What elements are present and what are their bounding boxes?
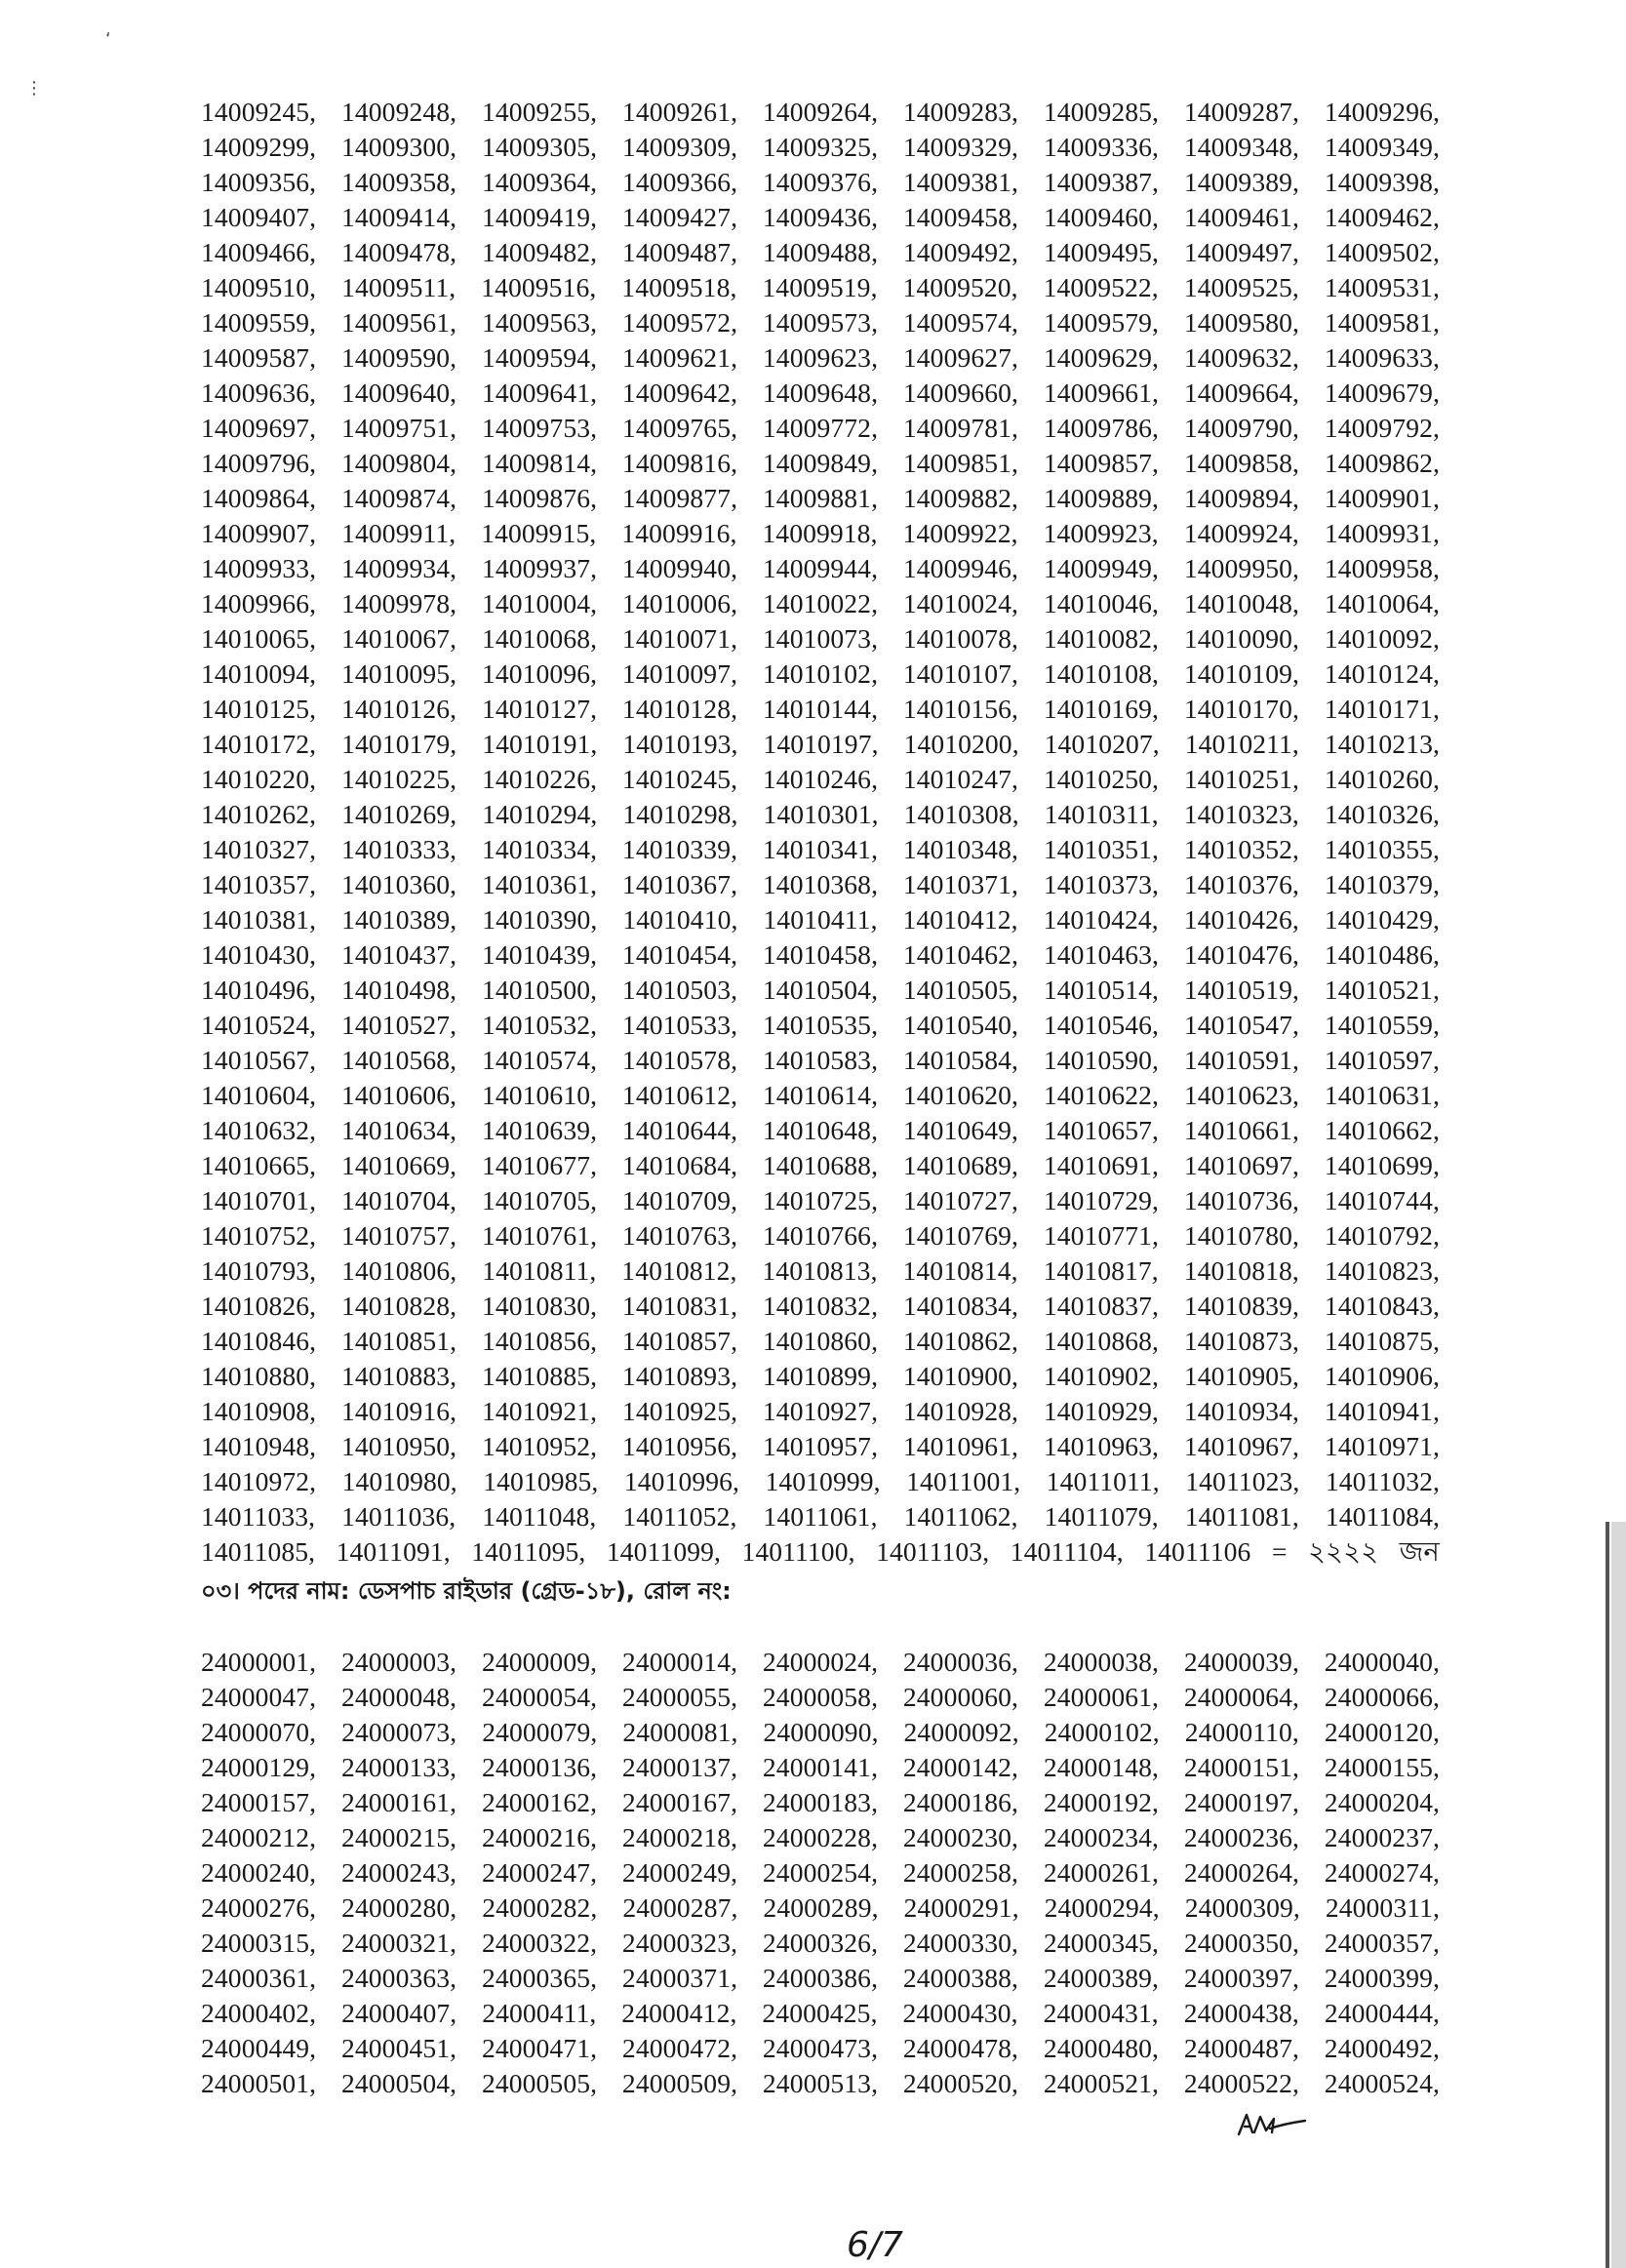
roll-number-row: 14010604, 14010606, 14010610, 14010612, 14010614, 14010620, 14010622, 14010623, 14010631, (201, 1080, 1440, 1110)
roll-number-list-1 (201, 95, 1440, 1570)
roll-number-row: 14009466, 14009478, 14009482, 14009487, 14009488, 14009492, 14009495, 14009497, 14009502, (201, 237, 1440, 267)
roll-number-row: 14009559, 14009561, 14009563, 14009572, 14009573, 14009574, 14009579, 14009580, 14009581, (201, 307, 1440, 338)
scan-speck: ‘ (105, 29, 111, 50)
roll-number-row: 14009407, 14009414, 14009419, 14009427, 14009436, 14009458, 14009460, 14009461, 14009462, (201, 202, 1440, 232)
roll-number-row: 14009510, 14009511, 14009516, 14009518, 14009519, 14009520, 14009522, 14009525, 14009531, (201, 272, 1440, 302)
roll-number-row: 24000402, 24000407, 24000411, 24000412, 24000425, 24000430, 24000431, 24000438, 24000444, (201, 1998, 1440, 2028)
roll-number-row: 14009933, 14009934, 14009937, 14009940, 14009944, 14009946, 14009949, 14009950, 14009958, (201, 553, 1440, 583)
roll-number-row: 14010701, 14010704, 14010705, 14010709, 14010725, 14010727, 14010729, 14010736, 14010744, (201, 1185, 1440, 1215)
roll-number-row: 14009966, 14009978, 14010004, 14010006, 14010022, 14010024, 14010046, 14010048, 14010064, (201, 588, 1440, 618)
roll-number-row: 14009356, 14009358, 14009364, 14009366, 14009376, 14009381, 14009387, 14009389, 14009398, (201, 167, 1440, 197)
roll-number-row: 14010632, 14010634, 14010639, 14010644, 14010648, 14010649, 14010657, 14010661, 14010662, (201, 1115, 1440, 1145)
roll-number-row: 14009796, 14009804, 14009814, 14009816, 14009849, 14009851, 14009857, 14009858, 14009862, (201, 448, 1440, 478)
roll-number-row: 14009907, 14009911, 14009915, 14009916, 14009918, 14009922, 14009923, 14009924, 14009931, (201, 518, 1440, 548)
roll-number-row: 14010752, 14010757, 14010761, 14010763, 14010766, 14010769, 14010771, 14010780, 14010792, (201, 1220, 1440, 1251)
roll-number-row: 14010496, 14010498, 14010500, 14010503, 14010504, 14010505, 14010514, 14010519, 14010521, (201, 975, 1440, 1005)
roll-number-row: 14011033, 14011036, 14011048, 14011052, 14011061, 14011062, 14011079, 14011081, 14011084, (201, 1501, 1440, 1532)
roll-number-row: 14009636, 14009640, 14009641, 14009642, 14009648, 14009660, 14009661, 14009664, 14009679, (201, 378, 1440, 408)
section-heading: ০৩। পদের নাম: ডেসপাচ রাইডার (গ্রেড-১৮), রোল নং: (201, 1577, 732, 1605)
roll-number-row: 14010262, 14010269, 14010294, 14010298, 14010301, 14010308, 14010311, 14010323, 14010326, (201, 799, 1440, 829)
roll-number-row: 14010948, 14010950, 14010952, 14010956, 14010957, 14010961, 14010963, 14010967, 14010971, (201, 1431, 1440, 1461)
page-number: 6/7 (847, 2225, 903, 2265)
roll-number-row: 14010524, 14010527, 14010532, 14010533, 14010535, 14010540, 14010546, 14010547, 14010559, (201, 1010, 1440, 1040)
roll-number-row: 14010327, 14010333, 14010334, 14010339, 14010341, 14010348, 14010351, 14010352, 14010355, (201, 834, 1440, 864)
roll-number-row: 24000047, 24000048, 24000054, 24000055, 24000058, 24000060, 24000061, 24000064, 24000066, (201, 1682, 1440, 1712)
roll-number-row: 14010793, 14010806, 14010811, 14010812, 14010813, 14010814, 14010817, 14010818, 14010823, (201, 1255, 1440, 1286)
roll-number-row: 24000001, 24000003, 24000009, 24000014, 24000024, 24000036, 24000038, 24000039, 24000040, (201, 1647, 1440, 1677)
roll-number-row: 24000212, 24000215, 24000216, 24000218, 24000228, 24000230, 24000234, 24000236, 24000237, (201, 1822, 1440, 1852)
roll-number-list-2 (201, 1645, 1440, 2101)
roll-number-row: 14010972, 14010980, 14010985, 14010996, 14010999, 14011001, 14011011, 14011023, 14011032, (201, 1466, 1440, 1496)
roll-number-row: 14010094, 14010095, 14010096, 14010097, 14010102, 14010107, 14010108, 14010109, 14010124, (201, 658, 1440, 689)
roll-number-row: 14009864, 14009874, 14009876, 14009877, 14009881, 14009882, 14009889, 14009894, 14009901, (201, 483, 1440, 513)
roll-number-row: 14010826, 14010828, 14010830, 14010831, 14010832, 14010834, 14010837, 14010839, 14010843, (201, 1291, 1440, 1321)
roll-number-row: 24000501, 24000504, 24000505, 24000509, 24000513, 24000520, 24000521, 24000522, 24000524, (201, 2068, 1440, 2098)
scan-speck: ⋮ (25, 78, 43, 99)
roll-number-row: 14009299, 14009300, 14009305, 14009309, 14009325, 14009329, 14009336, 14009348, 14009349, (201, 132, 1440, 162)
roll-number-row: 24000361, 24000363, 24000365, 24000371, 24000386, 24000388, 24000389, 24000397, 24000399, (201, 1963, 1440, 1993)
signature-initials (1231, 2105, 1309, 2144)
roll-number-row: 14010172, 14010179, 14010191, 14010193, 14010197, 14010200, 14010207, 14010211, 14010213, (201, 729, 1440, 759)
scan-edge-shadow (1611, 1522, 1626, 2268)
roll-number-row: 14010220, 14010225, 14010226, 14010245, 14010246, 14010247, 14010250, 14010251, 14010260, (201, 764, 1440, 794)
roll-number-row: 14010567, 14010568, 14010574, 14010578, 14010583, 14010584, 14010590, 14010591, 14010597, (201, 1045, 1440, 1075)
roll-number-row: 14009697, 14009751, 14009753, 14009765, 14009772, 14009781, 14009786, 14009790, 14009792, (201, 413, 1440, 443)
roll-number-row: 14010381, 14010389, 14010390, 14010410, 14010411, 14010412, 14010424, 14010426, 14010429, (201, 904, 1440, 935)
roll-number-row: 24000449, 24000451, 24000471, 24000472, 24000473, 24000478, 24000480, 24000487, 24000492, (201, 2033, 1440, 2063)
roll-number-row: 14010065, 14010067, 14010068, 14010071, 14010073, 14010078, 14010082, 14010090, 14010092, (201, 623, 1440, 654)
roll-number-row: 14010846, 14010851, 14010856, 14010857, 14010860, 14010862, 14010868, 14010873, 14010875, (201, 1326, 1440, 1356)
roll-number-row: 14009587, 14009590, 14009594, 14009621, 14009623, 14009627, 14009629, 14009632, 14009633, (201, 342, 1440, 373)
roll-number-row: 14010908, 14010916, 14010921, 14010925, 14010927, 14010928, 14010929, 14010934, 14010941, (201, 1396, 1440, 1426)
roll-number-row: 14009245, 14009248, 14009255, 14009261, 14009264, 14009283, 14009285, 14009287, 14009296, (201, 97, 1440, 127)
roll-number-row: 14011085, 14011091, 14011095, 14011099, 14011100, 14011103, 14011104, 14011106 = ২২২২ জন (201, 1536, 1440, 1567)
roll-number-row: 24000157, 24000161, 24000162, 24000167, 24000183, 24000186, 24000192, 24000197, 24000204, (201, 1787, 1440, 1817)
scan-edge-line (1606, 1522, 1609, 2268)
roll-number-row: 14010125, 14010126, 14010127, 14010128, 14010144, 14010156, 14010169, 14010170, 14010171, (201, 694, 1440, 724)
roll-number-row: 14010430, 14010437, 14010439, 14010454, 14010458, 14010462, 14010463, 14010476, 14010486, (201, 939, 1440, 970)
roll-number-row: 14010880, 14010883, 14010885, 14010893, 14010899, 14010900, 14010902, 14010905, 14010906, (201, 1361, 1440, 1391)
roll-number-row: 24000129, 24000133, 24000136, 24000137, 24000141, 24000142, 24000148, 24000151, 24000155, (201, 1752, 1440, 1782)
roll-number-row: 24000276, 24000280, 24000282, 24000287, 24000289, 24000291, 24000294, 24000309, 24000311, (201, 1892, 1440, 1923)
roll-number-row: 24000315, 24000321, 24000322, 24000323, 24000326, 24000330, 24000345, 24000350, 24000357, (201, 1928, 1440, 1958)
roll-number-row: 24000240, 24000243, 24000247, 24000249, 24000254, 24000258, 24000261, 24000264, 24000274, (201, 1857, 1440, 1888)
roll-number-row: 14010665, 14010669, 14010677, 14010684, 14010688, 14010689, 14010691, 14010697, 14010699, (201, 1150, 1440, 1180)
roll-number-row: 14010357, 14010360, 14010361, 14010367, 14010368, 14010371, 14010373, 14010376, 14010379, (201, 869, 1440, 899)
roll-number-row: 24000070, 24000073, 24000079, 24000081, 24000090, 24000092, 24000102, 24000110, 24000120, (201, 1717, 1440, 1747)
